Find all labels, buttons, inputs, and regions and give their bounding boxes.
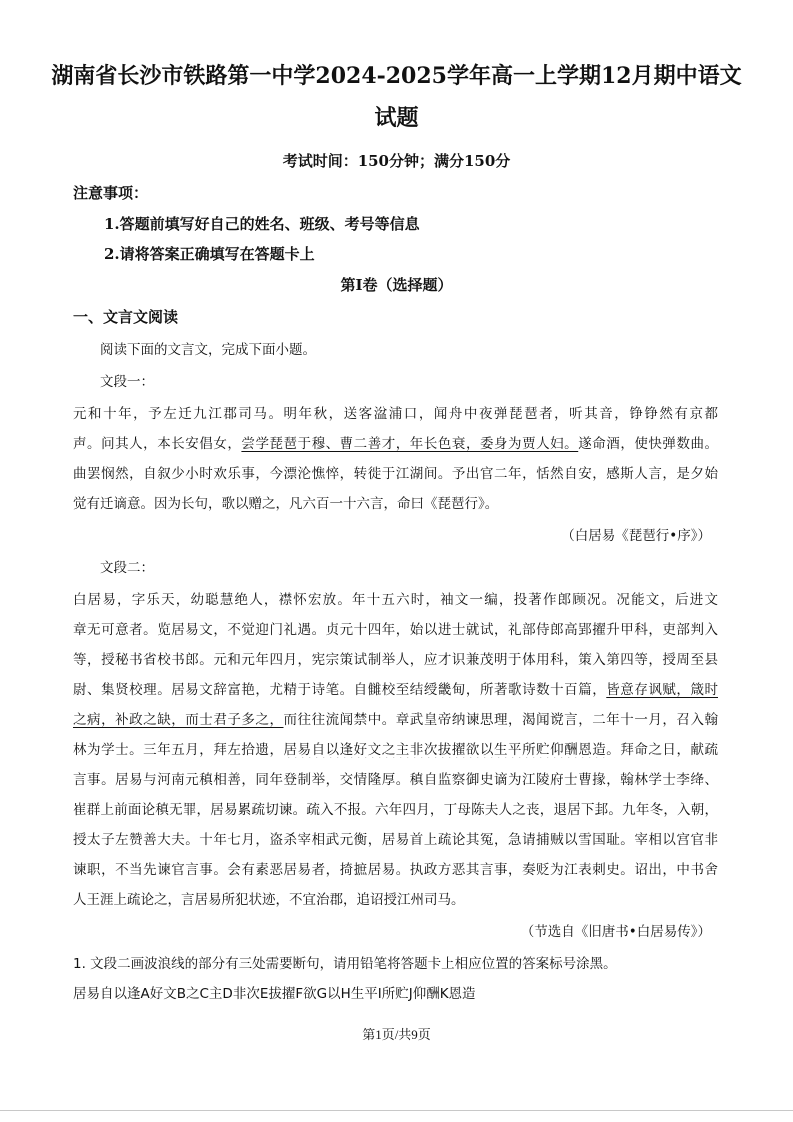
passage2-line: 言事。居易与河南元稹相善，同年登制举，交情隆厚。稹自监察御史谪为江陵府士曹掾，翰林学士李绛、 bbox=[73, 772, 718, 788]
passage1-line: 声。问其人，本长安倡女，尝学琵琶于穆、曹二善才，年长色衰，委身为贾人妇。遂命酒，使快弹数曲。 bbox=[73, 436, 718, 452]
passage2-line: 人王涯上疏论之，言居易所犯状迹，不宜治郡，追诏授江州司马。 bbox=[73, 892, 465, 908]
passage2-line: 白居易，字乐天，幼聪慧绝人，襟怀宏放。年十五六时，袖文一编，投著作郎顾况。况能文，后进文 bbox=[73, 592, 718, 608]
passage2-line: 之病，补政之缺，而士君子多之，而往往流闻禁中。章武皇帝纳谏思理，渴闻谠言，二年十一月，召入翰 bbox=[73, 712, 718, 728]
question1-options: 居易自以逢A好文B之C主D非次E拔擢F欲G以H生平I所贮J仰酬K恩造 bbox=[73, 986, 476, 1002]
page-bottom-rule bbox=[0, 1110, 793, 1111]
passage1-label: 文段一： bbox=[100, 374, 154, 390]
notice-item-2: 2.请将答案正确填写在答题卡上 bbox=[104, 245, 315, 263]
passage1-line: 觉有迁谪意。因为长句，歌以赠之，凡六百一十六言，命曰《琵琶行》。 bbox=[73, 496, 499, 512]
underlined-sentence: 尝学琵琶于穆、曹二善才，年长色衰，委身为贾人妇。 bbox=[241, 436, 579, 452]
exam-title-line2: 试题 bbox=[374, 105, 419, 131]
passage2-label: 文段二： bbox=[100, 560, 154, 576]
passage2-line: 谏职，不当先谏官言事。会有素恶居易者，掎摭居易。执政方恶其言事，奏贬为江表刺史。诏出，中书舍 bbox=[73, 862, 718, 878]
question1-prompt: 1. 文段二画波浪线的部分有三处需要断句，请用铅笔将答题卡上相应位置的答案标号涂黑。 bbox=[73, 956, 617, 972]
passage2-line: 章无可意者。览居易文，不觉迎门礼遇。贞元十四年，始以进士就试，礼部侍郎高郢擢升甲科，吏部判入 bbox=[73, 622, 718, 638]
page-number: 第1页/共9页 bbox=[362, 1027, 431, 1042]
passage2-line: 林为学士。三年五月，拜左拾遗，居易自以逢好文之主非次拔擢欲以生平所贮仰酬恩造。拜命之日，献疏 bbox=[73, 742, 718, 758]
notice-heading: 注意事项： bbox=[73, 184, 149, 202]
volume-title: 第Ⅰ卷（选择题） bbox=[340, 276, 453, 294]
notice-item-1: 1.答题前填写好自己的姓名、班级、考号等信息 bbox=[104, 215, 420, 233]
exam-info: 考试时间：150分钟；满分150分 bbox=[282, 152, 511, 170]
passage2-line: 崔群上前面论稹无罪，居易累疏切谏。疏入不报。六年四月，丁母陈夫人之丧，退居下邽。九年冬，入朝， bbox=[73, 802, 718, 818]
passage2-line: 授太子左赞善大夫。十年七月，盗杀宰相武元衡，居易首上疏论其冤，急请捕贼以雪国耻。宰相以宫官非 bbox=[73, 832, 718, 848]
underlined-sentence: 之病，补政之缺，而士君子多之， bbox=[73, 712, 284, 728]
underlined-sentence: 皆意存讽赋，箴时 bbox=[606, 682, 718, 698]
passage2-line: 尉、集贤校理。居易文辞富艳，尤精于诗笔。自雠校至结绶畿甸，所著歌诗数十百篇，皆意存讽赋，箴时 bbox=[73, 682, 718, 698]
passage1-line: 曲罢悯然，自叙少小时欢乐事，今漂沦憔悴，转徙于江湖间。予出官二年，恬然自安，感斯人言，是夕始 bbox=[73, 466, 718, 482]
passage2-line: 等，授秘书省校书郎。元和元年四月，宪宗策试制举人，应才识兼茂明于体用科，策入第四等，授周至县 bbox=[73, 652, 718, 668]
passage1-line: 元和十年，予左迁九江郡司马。明年秋，送客湓浦口，闻舟中夜弹琵琶者，听其音，铮铮然有京都 bbox=[73, 406, 718, 422]
wavy-underlined-sentence: 居易自以逢好文之主非次拔擢欲以生平所贮仰酬恩造 bbox=[283, 742, 607, 758]
part-heading: 一、文言文阅读 bbox=[73, 308, 179, 326]
exam-title-line1: 湖南省长沙市铁路第一中学2024-2025学年高一上学期12月期中语文 bbox=[51, 63, 742, 89]
instruction-text: 阅读下面的文言文，完成下面小题。 bbox=[100, 342, 316, 358]
passage1-source: （白居易《琵琶行•序》） bbox=[561, 528, 711, 544]
passage2-source: （节选自《旧唐书•白居易传》） bbox=[520, 924, 711, 940]
